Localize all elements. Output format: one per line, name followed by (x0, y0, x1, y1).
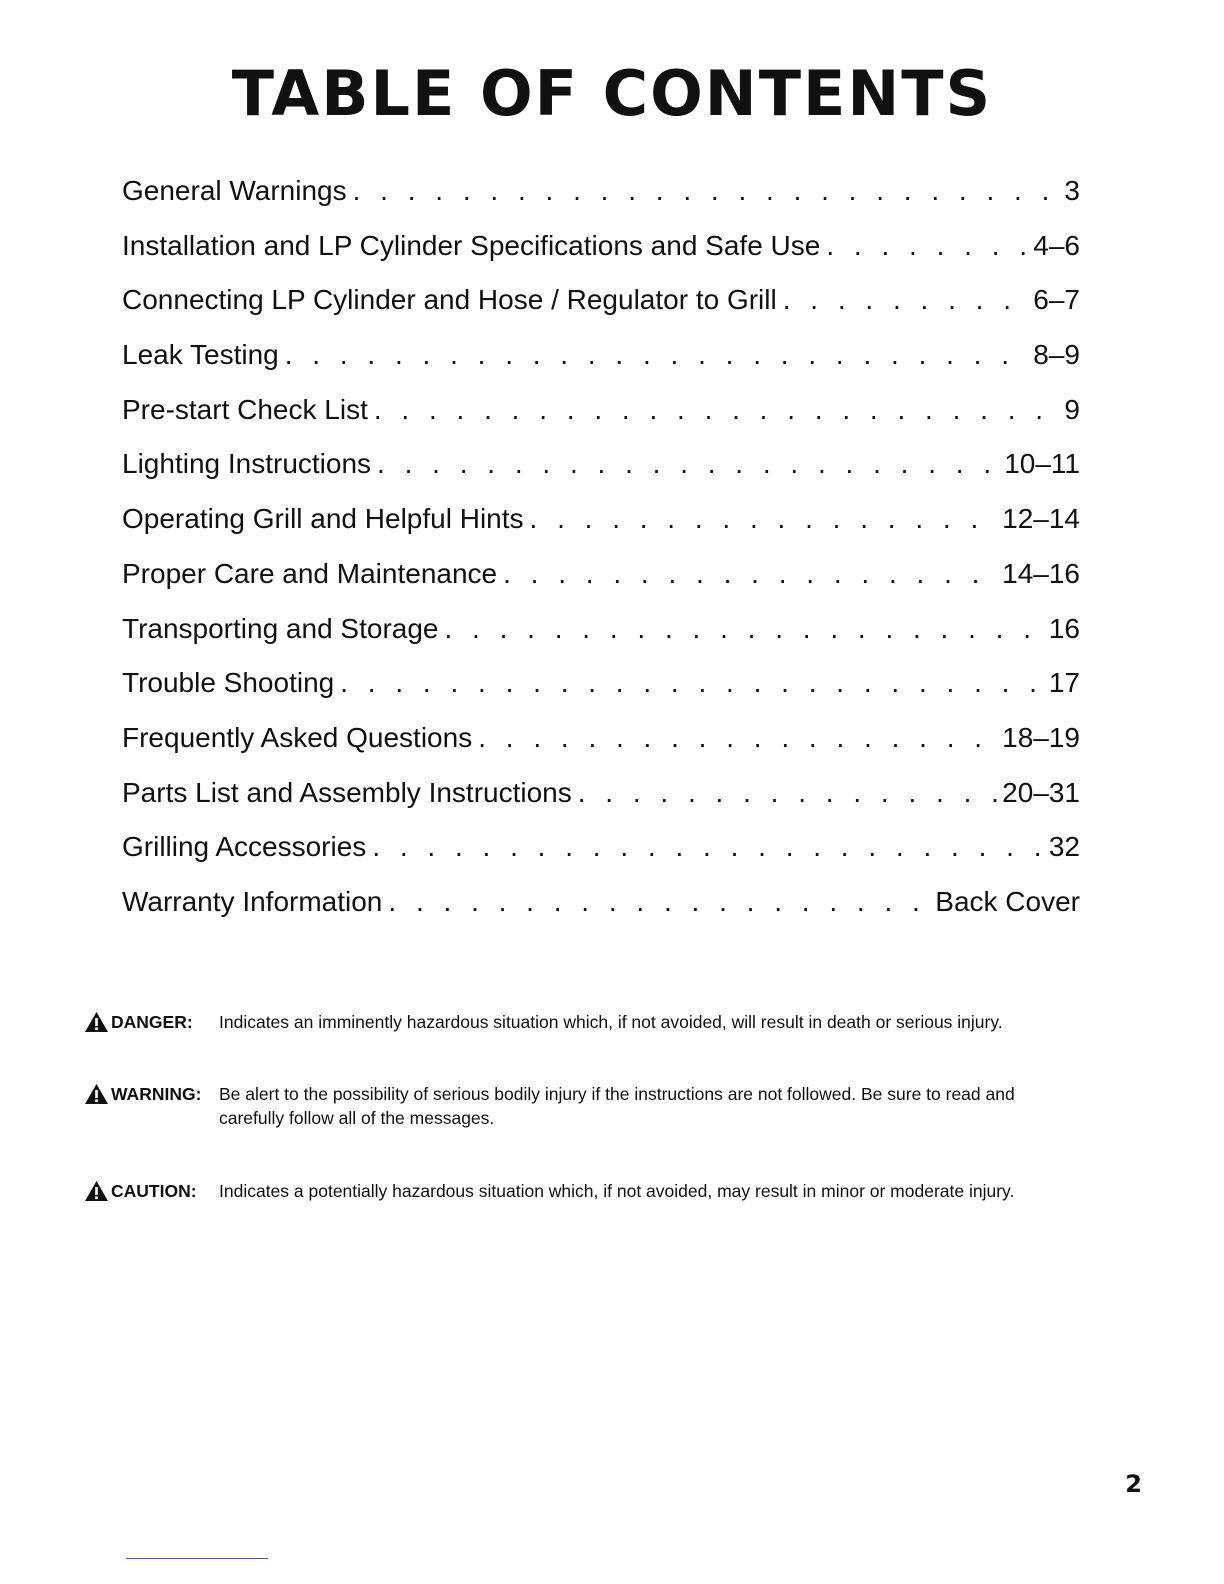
toc-dot-leader (388, 875, 931, 930)
toc-entry-label: Trouble Shooting (122, 667, 335, 699)
toc-dot-leader (372, 820, 1045, 875)
toc-entry[interactable] (122, 492, 1080, 547)
danger-label: DANGER: (111, 1012, 193, 1032)
warning-text: Be alert to the possibility of serious bodily injury if the instructions are not followed. Be sure to read and carefully follow all of the messages. (219, 1084, 1015, 1128)
toc-entry[interactable] (122, 602, 1080, 657)
toc-dot-leader (826, 219, 1029, 274)
toc-entry[interactable] (122, 219, 1080, 274)
toc-entry-label: Installation and LP Cylinder Specifications and Safe Use (122, 229, 821, 261)
toc-entry-label: General Warnings (122, 175, 347, 206)
toc-entry-label: Connecting LP Cylinder and Hose / Regulator to Grill (122, 284, 777, 316)
warning-triangle-icon (84, 1180, 109, 1202)
caution-notice (84, 1179, 1084, 1203)
toc-entry-page: Back Cover (935, 885, 1080, 917)
toc-entry-label: Pre-start Check List (122, 393, 368, 425)
toc-dot-leader (478, 711, 998, 766)
warning-triangle-icon (84, 1083, 109, 1105)
toc-entry-page: 6–7 (1033, 284, 1080, 316)
danger-text: Indicates an imminently hazardous situation which, if not avoided, will result in death or serious injury. (219, 1012, 1003, 1032)
toc-entry[interactable] (122, 820, 1080, 875)
toc-entry-label: Proper Care and Maintenance (122, 557, 498, 589)
toc-dot-leader (285, 328, 1030, 383)
footer-rule (126, 1558, 268, 1559)
toc-dot-leader (783, 273, 1030, 328)
warning-triangle-icon (84, 1011, 109, 1033)
toc-dot-leader (445, 602, 1045, 657)
toc-entry-page: 10–11 (1004, 448, 1080, 480)
toc-entry-label: Transporting and Storage (122, 612, 439, 644)
toc-dot-leader (578, 766, 998, 821)
page-number: 2 (1125, 1470, 1142, 1498)
toc-dot-leader (503, 547, 998, 602)
toc-dot-leader (374, 383, 1061, 438)
table-of-contents (122, 164, 1080, 930)
toc-entry[interactable] (122, 766, 1080, 821)
toc-entry-page: 9 (1064, 393, 1080, 425)
toc-entry[interactable] (122, 273, 1080, 328)
toc-entry[interactable] (122, 328, 1080, 383)
danger-notice (84, 1010, 1084, 1034)
toc-entry[interactable] (122, 711, 1080, 766)
toc-entry-page: 8–9 (1033, 339, 1080, 371)
toc-entry-page: 12–14 (1002, 503, 1080, 535)
toc-entry-label: Parts List and Assembly Instructions (122, 776, 572, 808)
toc-entry[interactable] (122, 547, 1080, 602)
caution-label: CAUTION: (111, 1181, 197, 1201)
toc-entry[interactable] (122, 164, 1080, 219)
toc-entry-page: 20–31 (1002, 776, 1080, 808)
warning-notice (84, 1082, 1084, 1130)
toc-entry-label: Grilling Accessories (122, 831, 367, 863)
toc-dot-leader (530, 492, 999, 547)
toc-entry-label: Warranty Information (122, 885, 383, 917)
toc-entry-label: Leak Testing (122, 339, 279, 371)
toc-entry[interactable] (122, 875, 1080, 930)
toc-entry-page: 14–16 (1002, 557, 1080, 589)
warning-label: WARNING: (111, 1084, 202, 1104)
toc-entry-page: 16 (1048, 612, 1080, 644)
toc-entry[interactable] (122, 383, 1080, 438)
toc-entry-page: 17 (1048, 667, 1080, 699)
toc-entry-page: 3 (1064, 175, 1080, 206)
page-title: TABLE OF CONTENTS (231, 57, 993, 130)
toc-entry-label: Frequently Asked Questions (122, 721, 473, 753)
toc-dot-leader (353, 164, 1061, 219)
toc-entry-label: Operating Grill and Helpful Hints (122, 503, 524, 535)
toc-entry[interactable] (122, 437, 1080, 492)
toc-entry-label: Lighting Instructions (122, 448, 372, 480)
toc-dot-leader (377, 437, 1000, 492)
toc-entry[interactable] (122, 656, 1080, 711)
caution-text: Indicates a potentially hazardous situation which, if not avoided, may result in minor or moderate injury. (219, 1181, 1015, 1201)
toc-dot-leader (340, 656, 1045, 711)
toc-entry-page: 18–19 (1002, 721, 1080, 753)
toc-entry-page: 4–6 (1033, 229, 1080, 261)
toc-entry-page: 32 (1048, 831, 1080, 863)
